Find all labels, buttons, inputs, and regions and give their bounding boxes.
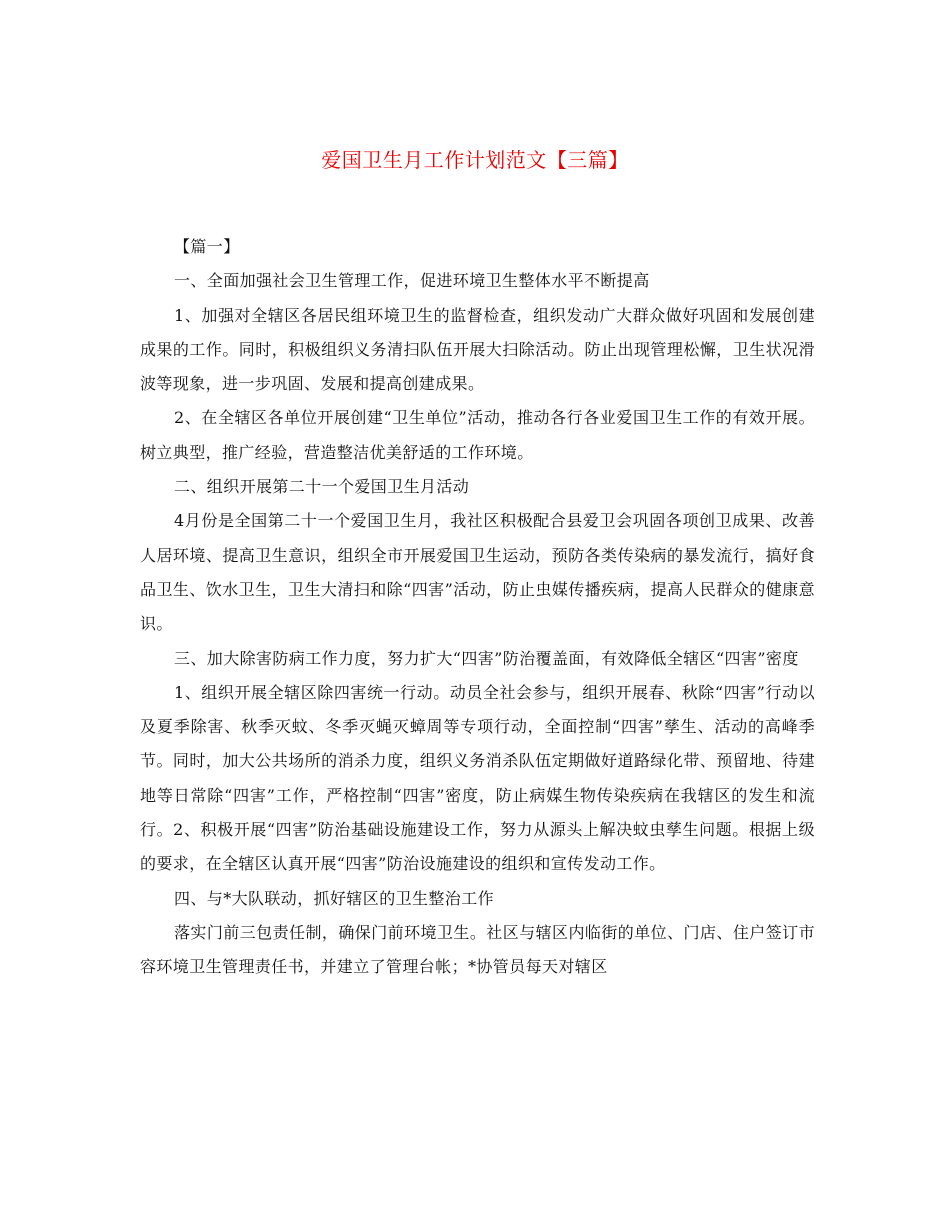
document-title: 爱国卫生月工作计划范文【三篇】: [321, 148, 629, 172]
paragraph-4-1: 落实门前三包责任制，确保门前环境卫生。社区与辖区内临街的单位、门店、住户签订市容环境卫生管理责任书，并建立了管理台帐；*协管员每天对辖区: [140, 922, 815, 977]
paragraph-1-1: 1、加强对全辖区各居民组环境卫生的监督检查，组织发动广大群众做好巩固和发展创建成果的工作。同时，积极组织义务清扫队伍开展大扫除活动。防止出现管理松懈，卫生状况滑波等现象，进一步巩固、发展和提高创建成果。: [140, 305, 815, 394]
paragraph-heading-1: 一、全面加强社会卫生管理工作，促进环境卫生整体水平不断提高: [174, 271, 650, 291]
paragraph-1-2: 2、在全辖区各单位开展创建“卫生单位”活动，推动各行各业爱国卫生工作的有效开展。树立典型，推广经验，营造整洁优美舒适的工作环境。: [140, 408, 815, 462]
paragraph-heading-3: 三、加大除害防病工作力度，努力扩大“四害”防治覆盖面，有效降低全辖区“四害”密度: [174, 648, 799, 668]
paragraph-3-1: 1、组织开展全辖区除四害统一行动。动员全社会参与，组织开展春、秋除“四害”行动以及夏季除害、秋季灭蚊、冬季灭蝇灭蟑周等专项行动，全面控制“四害”孳生、活动的高峰季节。同时，加大公共场所的消杀力度，组织义务消杀队伍定期做好道路绿化带、预留地、待建地等日常除“四害”工作，严格控制“四害”密度，防止病媒生物传染疾病在我辖区的发生和流行。2、积极开展“四害”防治基础设施建设工作，努力从源头上解决蚊虫孳生问题。根据上级的要求，在全辖区认真开展“四害”防治设施建设的组织和宣传发动工作。: [140, 682, 815, 874]
paragraph-heading-2: 二、组织开展第二十一个爱国卫生月活动: [174, 477, 470, 497]
paragraph-heading-4: 四、与*大队联动，抓好辖区的卫生整治工作: [174, 888, 495, 908]
paragraph-2-1: 4月份是全国第二十一个爱国卫生月，我社区积极配合县爱卫会巩固各项创卫成果、改善人居环境、提高卫生意识，组织全市开展爱国卫生运动，预防各类传染病的暴发流行，搞好食品卫生、饮水卫生，卫生大清扫和除“四害”活动，防止虫媒传播疾病，提高人民群众的健康意识。: [140, 511, 815, 634]
document-body: [140, 230, 815, 985]
section-label: 【篇一】: [174, 237, 240, 256]
